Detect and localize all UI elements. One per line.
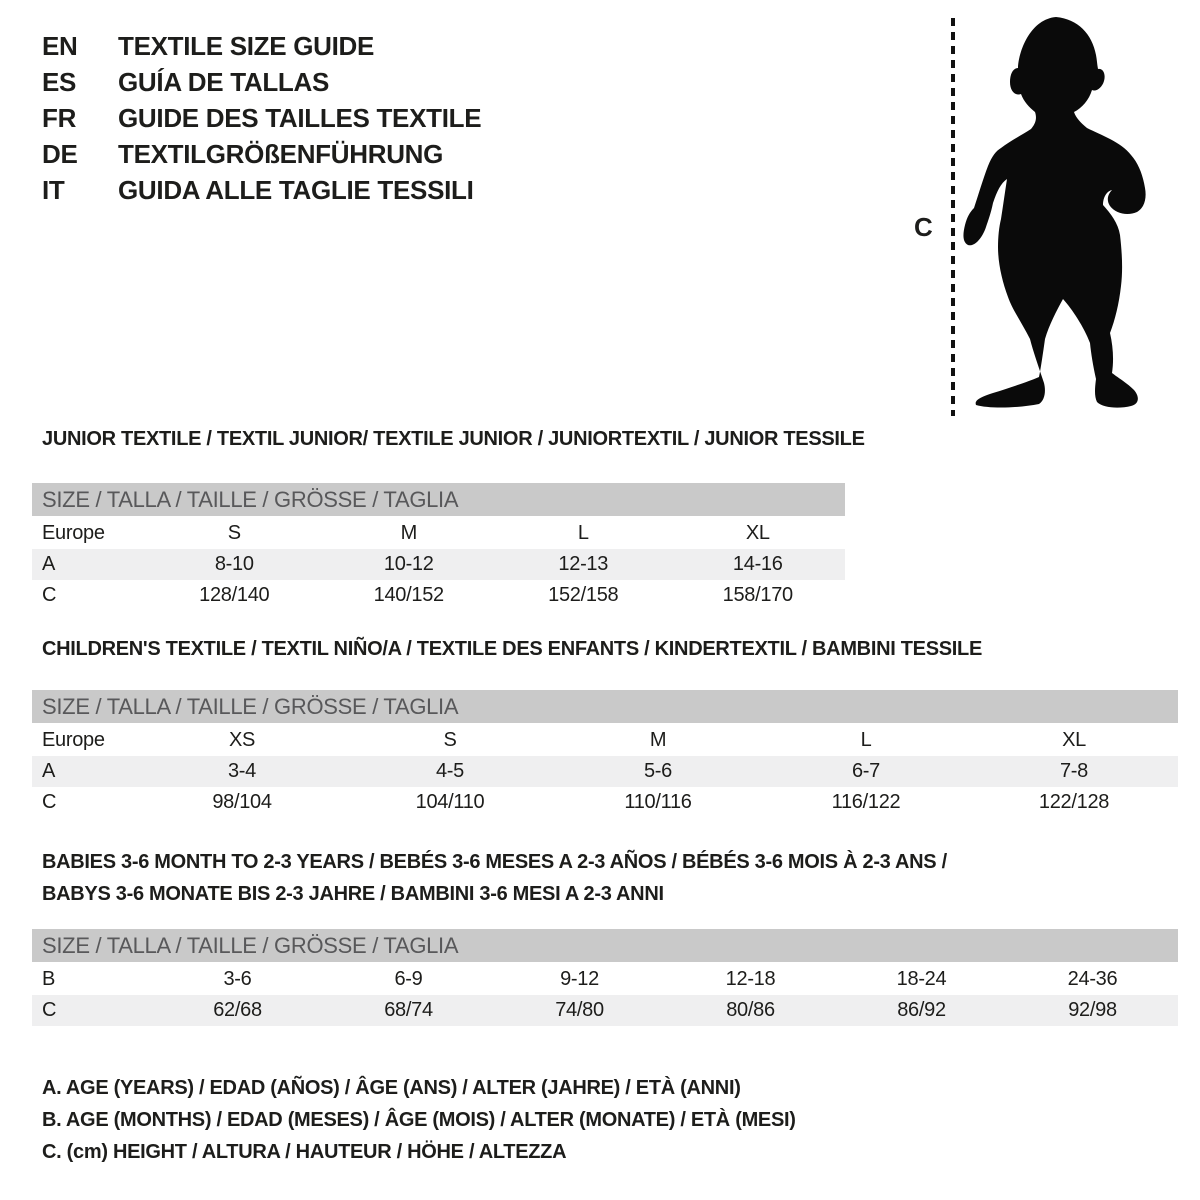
toddler-silhouette-icon (963, 17, 1145, 408)
lang-title: TEXTILGRÖßENFÜHRUNG (118, 138, 444, 169)
cell-value: 92/98 (1068, 999, 1117, 1021)
cell-value: 4-5 (435, 760, 464, 782)
babies-section-title (42, 846, 947, 910)
cell-value: 80/86 (726, 999, 775, 1021)
cell-value: S (443, 729, 457, 751)
lang-row-en (42, 28, 481, 64)
cell-value: 74/80 (555, 999, 604, 1021)
cell-value: 110/116 (624, 791, 692, 813)
cell-value: L (860, 729, 872, 751)
row-label: A (42, 760, 56, 782)
height-label-c: C (914, 212, 933, 242)
cell-value: L (577, 522, 589, 544)
children-size-table (32, 690, 1178, 818)
table-row (32, 964, 1178, 995)
cell-value: 3-4 (227, 760, 256, 782)
junior-size-table (32, 483, 845, 611)
lang-row-fr (42, 100, 481, 136)
cell-value: 6-9 (394, 968, 423, 990)
cell-value: 5-6 (643, 760, 672, 782)
babies-title-line1: BABIES 3-6 MONTH TO 2-3 YEARS / BEBÉS 3-6 MESES A 2-3 AÑOS / BÉBÉS 3-6 MOIS À 2-3 ANS / (42, 851, 947, 873)
cell-value: 9-12 (560, 968, 599, 990)
row-label: Europe (42, 729, 105, 751)
cell-value: M (400, 522, 417, 544)
cell-value: 158/170 (722, 584, 793, 606)
cell-value: 104/110 (415, 791, 485, 813)
row-label: Europe (42, 522, 105, 544)
row-label: A (42, 553, 56, 575)
lang-title: GUÍA DE TALLAS (118, 66, 330, 97)
lang-row-es (42, 64, 481, 100)
legend-line-b: B. AGE (MONTHS) / EDAD (MESES) / ÂGE (MOIS) / ALTER (MONATE) / ETÀ (MESI) (42, 1109, 796, 1131)
cell-value: 116/122 (831, 791, 901, 813)
cell-value: 68/74 (384, 999, 433, 1021)
table-row (32, 580, 845, 611)
row-label: C (42, 791, 57, 813)
cell-value: S (227, 522, 241, 544)
lang-code: DE (42, 138, 78, 169)
legend-line-c: C. (cm) HEIGHT / ALTURA / HAUTEUR / HÖHE / ALTEZZA (42, 1141, 567, 1163)
cell-value: 12-18 (725, 968, 776, 990)
language-title-list (42, 28, 481, 208)
cell-value: 86/92 (897, 999, 946, 1021)
table-row (32, 725, 1178, 756)
cell-value: 14-16 (732, 553, 783, 575)
size-header-bar: SIZE / TALLA / TAILLE / GRÖSSE / TAGLIA (32, 483, 845, 516)
lang-row-it (42, 172, 481, 208)
lang-code: IT (42, 174, 65, 205)
cell-value: XS (228, 729, 256, 751)
lang-title: GUIDE DES TAILLES TEXTILE (118, 102, 482, 133)
lang-title: GUIDA ALLE TAGLIE TESSILI (118, 174, 474, 205)
toddler-silhouette-figure (900, 8, 1160, 420)
table-row (32, 995, 1178, 1026)
measure-legend (42, 1072, 796, 1168)
size-header-bar: SIZE / TALLA / TAILLE / GRÖSSE / TAGLIA (32, 690, 1178, 723)
cell-value: 140/152 (373, 584, 444, 606)
lang-row-de (42, 136, 481, 172)
lang-code: FR (42, 102, 77, 133)
table-row (32, 549, 845, 580)
cell-value: 18-24 (896, 968, 947, 990)
cell-value: 62/68 (213, 999, 262, 1021)
cell-value: 10-12 (383, 553, 434, 575)
lang-code: EN (42, 30, 78, 61)
table-row (32, 756, 1178, 787)
cell-value: 6-7 (851, 760, 880, 782)
legend-line-a: A. AGE (YEARS) / EDAD (AÑOS) / ÂGE (ANS) / ALTER (JAHRE) / ETÀ (ANNI) (42, 1077, 741, 1099)
cell-value: 8-10 (214, 553, 254, 575)
row-label: C (42, 999, 57, 1021)
cell-value: 3-6 (223, 968, 252, 990)
cell-value: 128/140 (199, 584, 270, 606)
cell-value: 24-36 (1067, 968, 1118, 990)
cell-value: XL (1062, 729, 1086, 751)
babies-size-table (32, 929, 1178, 1026)
table-row (32, 787, 1178, 818)
lang-title: TEXTILE SIZE GUIDE (118, 30, 375, 61)
cell-value: 98/104 (212, 791, 272, 813)
cell-value: 122/128 (1038, 791, 1110, 813)
cell-value: 12-13 (558, 553, 609, 575)
cell-value: M (649, 729, 667, 751)
lang-code: ES (42, 66, 77, 97)
row-label: B (42, 968, 56, 990)
children-section-title: CHILDREN'S TEXTILE / TEXTIL NIÑO/A / TEXTILE DES ENFANTS / KINDERTEXTIL / BAMBINI TESSILE (42, 638, 982, 660)
row-label: C (42, 584, 57, 606)
babies-title-line2: BABYS 3-6 MONATE BIS 2-3 JAHRE / BAMBINI 3-6 MESI A 2-3 ANNI (42, 883, 664, 905)
cell-value: 152/158 (548, 584, 619, 606)
table-row (32, 518, 845, 549)
cell-value: XL (745, 522, 770, 544)
junior-section-title: JUNIOR TEXTILE / TEXTIL JUNIOR/ TEXTILE JUNIOR / JUNIORTEXTIL / JUNIOR TESSILE (42, 428, 865, 450)
size-header-bar: SIZE / TALLA / TAILLE / GRÖSSE / TAGLIA (32, 929, 1178, 962)
cell-value: 7-8 (1059, 760, 1088, 782)
